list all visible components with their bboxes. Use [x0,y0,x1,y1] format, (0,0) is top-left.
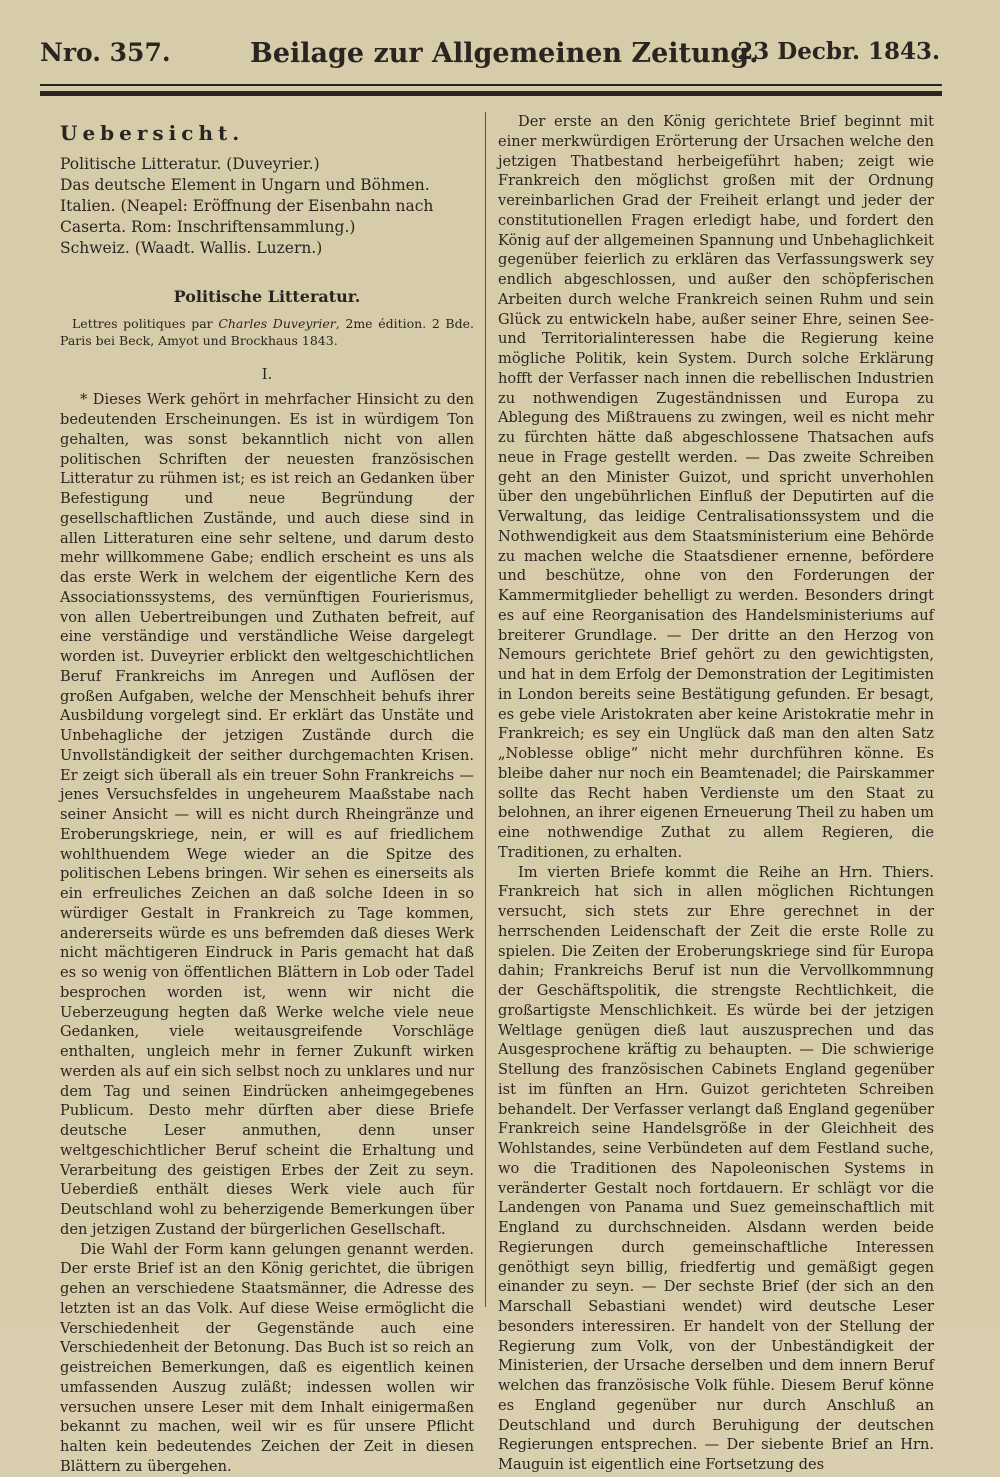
biblio-author: Charles Duveyrier [218,315,336,331]
overview-item-1: Politische Litteratur. (Duveyrier.) [60,154,320,173]
issue-number: Nro. 357. [40,38,171,67]
issue-date: 23 Decbr. 1843. [737,38,940,65]
newspaper-title: Beilage zur Allgemeinen Zeitung. [250,38,759,69]
article-paragraph: Im vierten Briefe kommt die Reihe an Hrn. Thiers. Frankreich hat sich in allen möglichen Richtungen versucht, sich stets zur Ehre gerechnet in der herrschenden Leidenschaft der Zeit die erste Rolle zu spielen. Die Zeiten der Eroberungskriege sind für Europa dahin; Frankreichs Beruf ist nun die Vervollkommnung der Geschäftspolitik, die strengste Rechtlichkeit, die großartigste Menschlichkeit. Es würde bei der jetzigen Weltlage genügen dieß laut auszusprechen und das Ausgesprochene kräftig zu behaupten. — Die schwierige Stellung des französischen Cabinets England gegenüber ist im fünften an Hrn. Guizot gerichteten Schreiben behandelt. Der Verfasser verlangt daß England gegenüber Frankreich seine Handelsgröße in der Gleichheit des Wohlstandes, seine Verbündeten auf dem Festland suche, wo die Traditionen des Napoleonischen Systems in veränderter Gestalt noch fortdauern. Er schlägt vor die Landengen von Panama und Suez gemeinschaftlich mit England zu durchschneiden. Alsdann werden beide Regierungen durch gemeinschaftliche Interessen genöthigt seyn billig, friedfertig und gemäßigt gegen einander zu seyn. — Der sechste Brief (der sich an den Marschall Sebastiani wendet) wird deutsche Leser besonders interessiren. Er handelt von der Stellung der Regierung zum Volk, von der Unbeständigkeit der Ministerien, der Ursache derselben und dem innern Beruf welchen das französische Volk fühle. Diesem Beruf könne es England gegenüber nur durch Anschluß an Deutschland und durch Beruhigung der deutschen Regierungen entsprechen. — Der siebente Brief an Hrn. Mauguin ist eigentlich eine Fortsetzung des [498,863,934,1473]
article-paragraph: Die Wahl der Form kann gelungen genannt werden. Der erste Brief ist an den König gerichtet, die übrigen gehen an verschiedene Staatsmänner, die Adresse des letzten ist an das Volk. Auf diese Weise ermöglicht die Verschiedenheit der Gegenstände auch eine Verschiedenheit der Betonung. Das Buch ist so reich an geistreichen Bemerkungen, daß es eigentlich keinen umfassenden Auszug zuläßt; indessen wollen wir versuchen unsere Leser mit dem Inhalt einigermaßen bekannt zu machen, weil wir es für unsere Pflicht halten kein bedeutendes Zeichen der Zeit in diesen Blättern zu übergehen. [60,1240,474,1475]
biblio-prefix: Lettres politiques par [72,315,219,331]
overview-item-4: Schweiz. (Waadt. Wallis. Luzern.) [60,238,323,257]
section-title: Politische Litteratur. [173,286,361,306]
left-column [60,112,474,1475]
right-column [498,112,934,1473]
column-divider [485,112,486,1307]
article-paragraph: Der erste an den König gerichtete Brief beginnt mit einer merkwürdigen Erörterung der Ursachen welche den jetzigen Thatbestand herbeigeführt haben; zeigt wie Frankreich den möglichst großen mit der Ordnung vereinbarlichen Grad der Freiheit erlangt und jeder der constitutionellen Fragen erledigt habe, und fordert den König auf der allgemeinen Spannung und Unbehaglichkeit gegenüber feierlich zu erklären das Verfassungswerk sey endlich abgeschlossen, und außer den schöpferischen Arbeiten durch welche Frankreich seinen Ruhm und sein Glück zu entwickeln habe, außer seiner Ehre, seinen See- und Territorialinteressen habe die Regierung keine mögliche Politik, kein System. Durch solche Erklärung hofft der Verfasser nach innen die rebellischen Industrien zu nothwendigen Zugeständnissen und Europa zu Ablegung des Mißtrauens zu zwingen, weil es nicht mehr zu fürchten hätte daß abgeschlossene Thatsachen aufs neue in Frage gestellt werden. — Das zweite Schreiben geht an den Minister Guizot, und spricht unverhohlen über den ungebührlichen Einfluß der Deputirten auf die Verwaltung, das leidige Centralisationssystem und die Nothwendigkeit aus dem Staatsministerium eine Behörde zu machen welche die Staatsdiener ernenne, befördere und beschütze, ohne von den Forderungen der Kammermitglieder behelligt zu werden. Besonders dringt es auf eine Reorganisation des Handelsministeriums auf breiterer Grundlage. — Der dritte an den Herzog von Nemours gerichtete Brief gehört zu den gewichtigsten, und hat in dem Erfolg der Demonstration der Legitimisten in London bereits seine Bestätigung gefunden. Er besagt, es gebe viele Aristokraten aber keine Aristokratie mehr in Frankreich; es sey ein Unglück daß man den alten Satz „Noblesse oblige“ nicht mehr durchführen könne. Es bleibe daher nur noch ein Beamtenadel; die Pairskammer sollte das Recht haben Verdienste um den Staat zu belohnen, an ihrer eigenen Erneuerung Theil zu haben um eine nothwendige Zuthat zu allem Regieren, die Traditionen, zu erhalten. [498,113,934,861]
biblio-rest: , 2me édition. 2 Bde. Paris bei Beck, Amyot und Brockhaus 1843. [60,315,474,348]
overview-item-3: Italien. (Neapel: Eröffnung der Eisenbahn nach Caserta. Rom: Inschriftensammlung.) [60,196,434,236]
article-paragraph: * Dieses Werk gehört in mehrfacher Hinsicht zu den bedeutenden Erscheinungen. Es ist in würdigem Ton gehalten, was sonst bekanntlich nicht von allen politischen Schriften der neuesten französischen Litteratur zu rühmen ist; es ist reich an Gedanken über Befestigung und neue Begründung der gesellschaftlichen Zustände, und auch diese sind in allen Litteraturen eine sehr seltene, und darum desto mehr willkommene Gabe; endlich erscheint es uns als das erste Werk in welchem der eigentliche Kern des Associationssystems, des vernünftigen Fourierismus, von allen Uebertreibungen und Zuthaten befreit, auf eine verständige und verständliche Weise dargelegt worden ist. Duveyrier erblickt den weltgeschichtlichen Beruf Frankreichs im Anregen und Auflösen der großen Aufgaben, welche der Menschheit behufs ihrer Ausbildung vorgelegt sind. Er erklärt das Unstäte und Unbehagliche der jetzigen Zustände durch die Unvollständigkeit der seither durchgemachten Krisen. Er zeigt sich überall als ein treuer Sohn Frankreichs — jenes Versuchsfeldes in ungeheurem Maaßstabe nach seiner Ansicht — will es nicht durch Rheingränze und Eroberungskriege, nein, er will es auf friedlichem wohlthuendem Wege wieder an die Spitze des politischen Lebens bringen. Wir sehen es einerseits als ein erfreuliches Zeichen an daß solche Ideen in so würdiger Gestalt in Frankreich zu Tage kommen, andererseits würde es uns befremden daß dieses Werk nicht mächtigeren Eindruck in Paris gemacht hat daß es so wenig von öffentlichen Blättern in Lob oder Tadel besprochen worden ist, wenn wir nicht die Ueberzeugung hegten daß Werke welche viele neue Gedanken, viele weitausgreifende Vorschläge enthalten, ungleich mehr in ferner Zukunft wirken werden als auf ein sich selbst noch zu unklares und nur dem Tag und seinen Eindrücken anheimgegebenes Publicum. Desto mehr dürften aber diese Briefe deutsche Leser anmuthen, denn unser weltgeschichtlicher Beruf scheint die Erhaltung und Verarbeitung des geistigen Erbes der Zeit zu seyn. Ueberdieß enthält dieses Werk viele auch für Deutschland wohl zu beherzigende Bemerkungen über den jetzigen Zustand der bürgerlichen Gesellschaft. [60,391,474,1238]
masthead-rule [40,84,942,96]
overview-title: Uebersicht. [60,121,245,145]
part-number: I. [261,365,273,383]
masthead [40,38,940,78]
bibliographic-entry [60,315,474,349]
overview-item-2: Das deutsche Element in Ungarn und Böhmen. [60,175,430,194]
